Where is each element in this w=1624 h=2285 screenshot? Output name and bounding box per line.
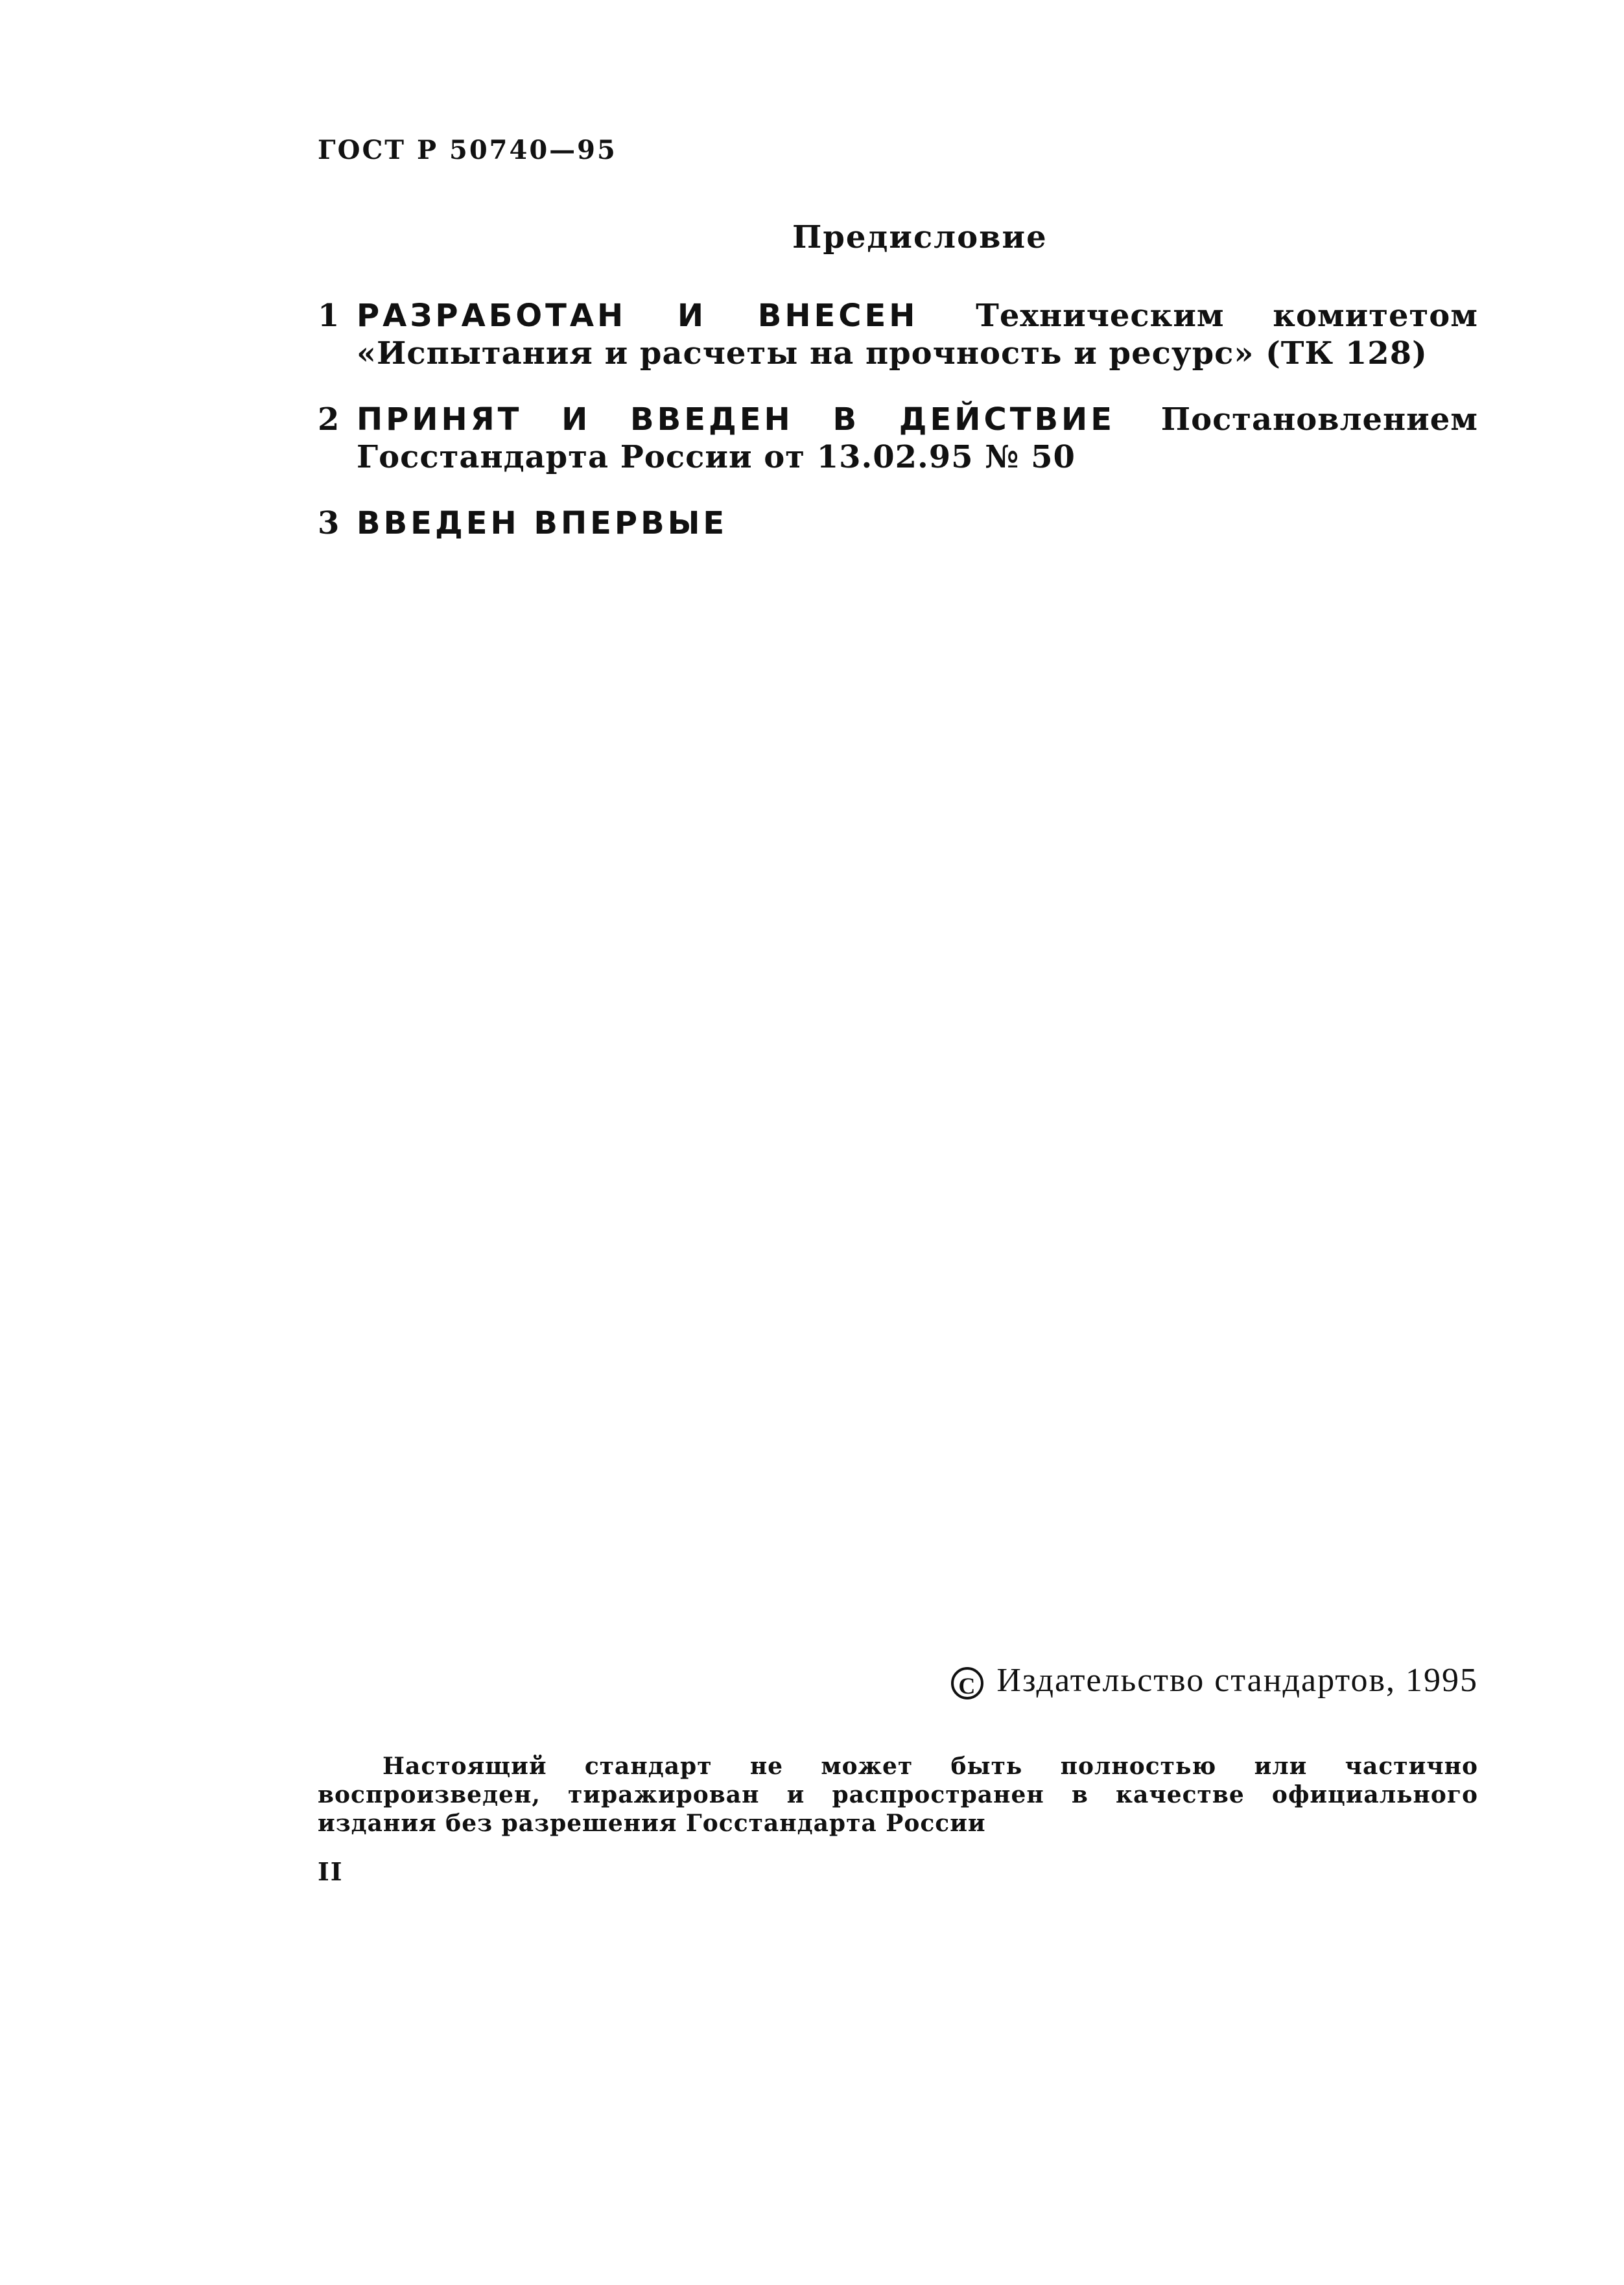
item-key: РАЗРАБОТАН И ВНЕСЕН <box>357 298 919 334</box>
item-key: ПРИНЯТ И ВВЕДЕН В ДЕЙСТВИЕ <box>357 401 1115 438</box>
preface-items <box>318 297 1478 571</box>
item-content <box>357 297 1478 372</box>
preface-item <box>318 297 1478 372</box>
document-code: ГОСТ Р 50740—95 <box>318 135 617 165</box>
item-text: Постановлением Госстандарта России от 13.02.95 № 50 <box>357 401 1478 475</box>
item-number: 3 <box>318 505 340 541</box>
item-number: 2 <box>318 401 340 438</box>
item-content <box>357 401 1478 476</box>
section-heading: Предисловие <box>792 219 1048 255</box>
reproduction-notice: Настоящий стандарт не может быть полностью или частично воспроизведен, тиражирован и распространен в качестве официального издания без разрешения Госстандарта России <box>318 1753 1478 1837</box>
copyright-text: Издательство стандартов, 1995 <box>996 1662 1478 1699</box>
item-number: 1 <box>318 298 340 334</box>
copyright-icon: С <box>951 1667 983 1699</box>
item-text: Техническим комитетом «Испытания и расчеты на прочность и ресурс» (ТК 128) <box>357 298 1478 372</box>
preface-item <box>318 401 1478 476</box>
item-content <box>357 504 1478 542</box>
copyright-line <box>875 1661 1478 1699</box>
item-key: ВВЕДЕН ВПЕРВЫЕ <box>357 505 728 541</box>
page-number: II <box>318 1857 344 1886</box>
preface-item <box>318 504 1478 542</box>
